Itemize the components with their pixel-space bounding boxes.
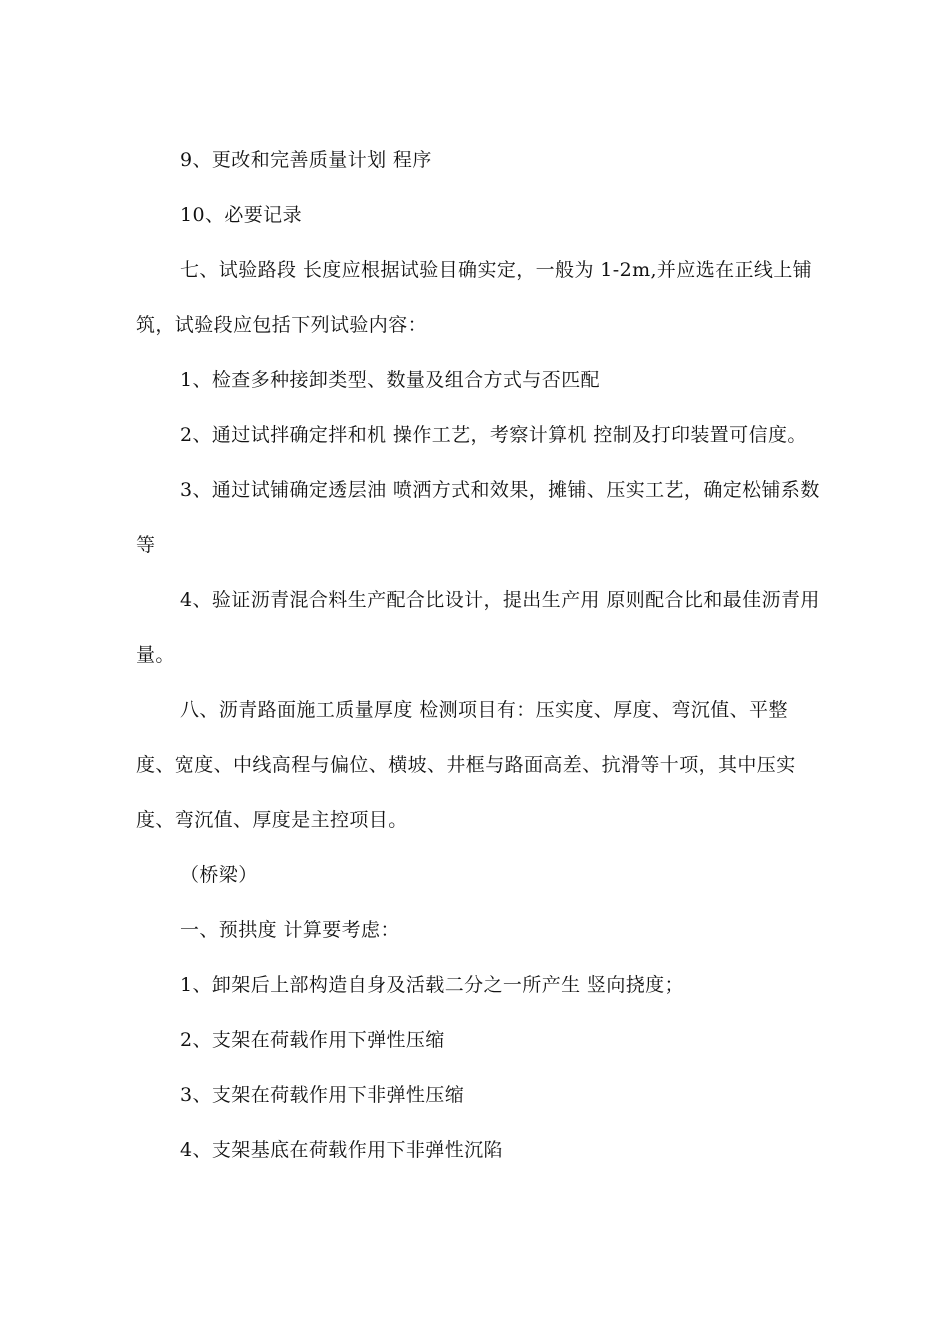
paragraph-section-8-quality: 八、沥青路面施工质量厚度 检测项目有：压实度、厚度、弯沉值、平整度、宽度、中线高程与偏位、横坡、井框与路面高差、抗滑等十项，其中压实度、弯沉值、厚度是主控项目。 [136,699,796,831]
paragraph-camber-item-1: 1、卸架后上部构造自身及活载二分之一所产生 竖向挠度； [180,974,684,996]
paragraph-test-item-3: 3、通过试铺确定透层油 喷洒方式和效果，摊铺、压实工艺，确定松铺系数等 [136,479,820,556]
paragraph-section-1-camber: 一、预拱度 计算要考虑： [180,919,400,941]
document-body [136,133,820,1178]
paragraph-section-7-test-section: 七、试验路段 长度应根据试验目确实定，一般为 1-2m,并应选在正线上铺筑，试验段应包括下列试验内容： [136,259,813,336]
paragraph-item-9: 9、更改和完善质量计划 程序 [180,149,432,171]
paragraph-bridge-heading: （桥梁） [180,864,258,886]
paragraph-camber-item-3: 3、支架在荷载作用下非弹性压缩 [180,1084,465,1106]
paragraph-test-item-4: 4、验证沥青混合料生产配合比设计，提出生产用 原则配合比和最佳沥青用量。 [136,589,820,666]
paragraph-item-10: 10、必要记录 [180,204,302,226]
paragraph-test-item-1: 1、检查多种接卸类型、数量及组合方式与否匹配 [180,369,600,391]
paragraph-test-item-2: 2、通过试拌确定拌和机 操作工艺，考察计算机 控制及打印装置可信度。 [180,424,807,446]
paragraph-camber-item-4: 4、支架基底在荷载作用下非弹性沉陷 [180,1139,503,1161]
paragraph-camber-item-2: 2、支架在荷载作用下弹性压缩 [180,1029,445,1051]
